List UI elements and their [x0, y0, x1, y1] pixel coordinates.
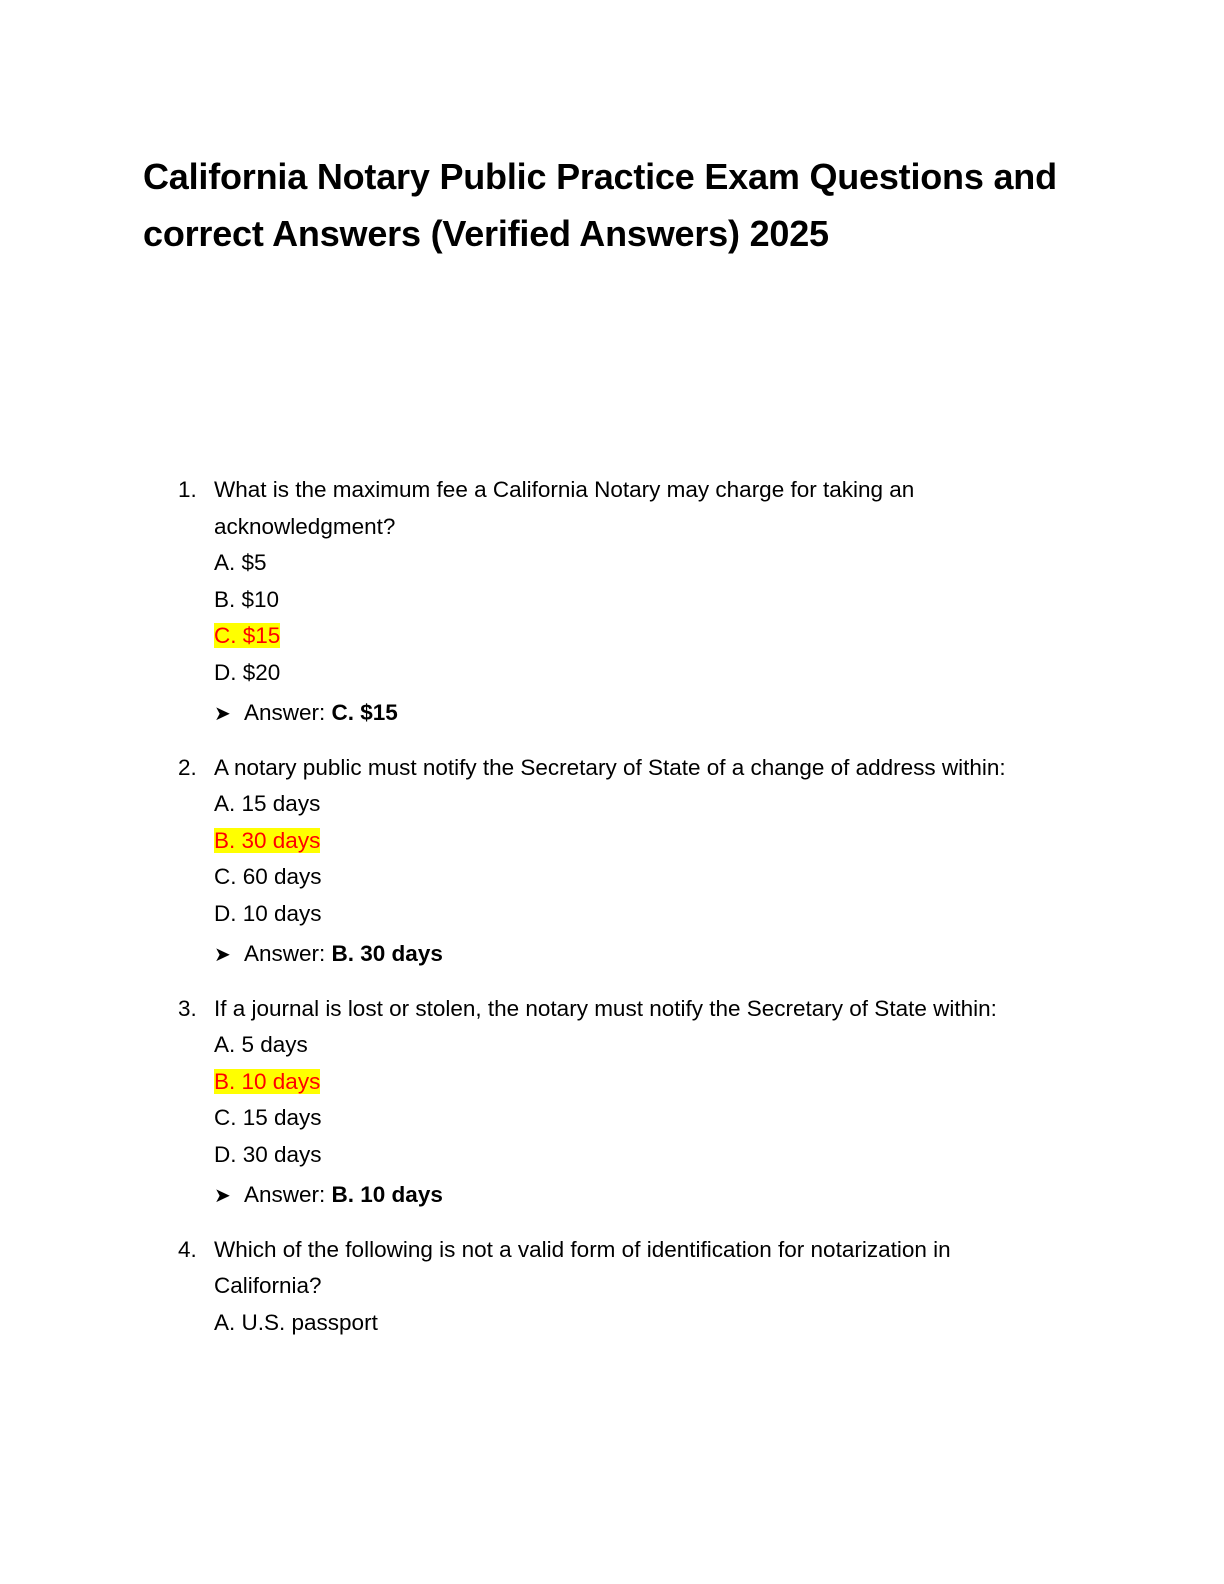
- question-item: [0, 1232, 1054, 1342]
- answer-line: [214, 1177, 1054, 1215]
- option-a: A. 5 days: [214, 1032, 308, 1057]
- question-number: 3.: [178, 995, 197, 1021]
- option-c-highlighted: C. $15: [214, 623, 281, 648]
- question-text: What is the maximum fee a California Notary may charge for taking an acknowledgment?: [214, 477, 915, 539]
- question-item: [0, 991, 1054, 1215]
- answer-label: Answer:: [244, 1182, 332, 1207]
- question-text: If a journal is lost or stolen, the notary must notify the Secretary of State within:: [214, 995, 997, 1021]
- answer-value: C. $15: [331, 700, 398, 725]
- option-b-highlighted: B. 10 days: [214, 1068, 321, 1094]
- arrow-bullet-icon: ➤: [214, 703, 231, 725]
- question-text: Which of the following is not a valid form of identification for notarization in California?: [214, 1236, 951, 1298]
- arrow-bullet-icon: ➤: [214, 944, 231, 966]
- option-c: C. 15 days: [214, 1105, 322, 1130]
- question-text: A notary public must notify the Secretary of State of a change of address within:: [214, 754, 1006, 780]
- answer-value: B. 10 days: [331, 1182, 443, 1207]
- option-d: D. 10 days: [214, 900, 322, 926]
- question-number: 1.: [178, 477, 197, 502]
- option-c: C. 60 days: [214, 864, 322, 889]
- arrow-bullet-icon: ➤: [214, 1185, 231, 1207]
- question-item: [0, 472, 1054, 733]
- question-number: 4.: [178, 1236, 197, 1262]
- question-item: [0, 750, 1054, 974]
- option-a: A. U.S. passport: [214, 1309, 378, 1335]
- question-number: 2.: [178, 754, 197, 780]
- answer-label: Answer:: [244, 941, 332, 966]
- question-list: [0, 472, 1224, 1358]
- option-b-highlighted: B. 30 days: [214, 827, 321, 853]
- answer-value: B. 30 days: [331, 941, 443, 966]
- option-b: B. $10: [214, 586, 280, 612]
- option-d: D. $20: [214, 659, 281, 685]
- answer-line: [214, 695, 1054, 733]
- answer-line: [214, 936, 1054, 974]
- document-title: California Notary Public Practice Exam Questions and correct Answers (Verified Answers) 2025: [143, 156, 1057, 254]
- option-d: D. 30 days: [214, 1141, 322, 1167]
- option-a: A. 15 days: [214, 791, 321, 816]
- option-a: A. $5: [214, 550, 267, 575]
- answer-label: Answer:: [244, 700, 332, 725]
